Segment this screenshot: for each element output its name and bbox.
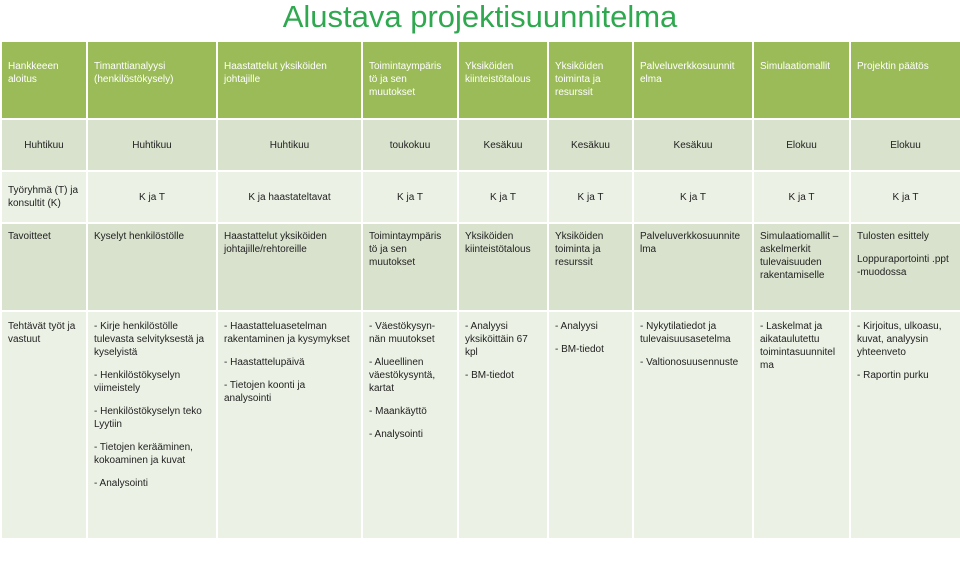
month-cell: Huhtikuu <box>1 119 87 171</box>
task-item: - Haastatteluasetelman rakentaminen ja kysymykset <box>224 321 350 345</box>
task-cell <box>633 311 753 539</box>
task-item: - Maankäyttö <box>369 406 427 417</box>
task-item: - Analyysi yksiköittäin 67 kpl <box>465 321 531 358</box>
page-title: Alustava projektisuunnitelma <box>282 0 678 34</box>
phase-header: Palveluverkkosuunnit elma <box>633 41 753 119</box>
task-cell <box>217 311 362 539</box>
team-cell: K ja T <box>87 171 217 223</box>
goals-label: Tavoitteet <box>1 223 87 311</box>
task-item: - Laskelmat ja aikataulutettu toimintasuunnitel ma <box>760 321 838 371</box>
phase-header: Simulaatiomallit <box>753 41 850 119</box>
phase-header: Yksiköiden toiminta ja resurssit <box>548 41 633 119</box>
goal-line: Loppuraportointi .ppt -muodossa <box>857 254 952 278</box>
task-item: - Kirje henkilöstölle tulevasta selvityksestä ja kyselyistä <box>94 321 207 358</box>
task-item: - Nykytilatiedot ja tulevaisuusasetelma <box>640 321 731 345</box>
goals-row <box>1 223 960 311</box>
task-item: - Analyysi <box>555 321 598 332</box>
month-cell: Huhtikuu <box>217 119 362 171</box>
task-item: - BM-tiedot <box>465 370 514 381</box>
task-cell <box>850 311 960 539</box>
team-label: Työryhmä (T) ja konsultit (K) <box>1 171 87 223</box>
tasks-label: Tehtävät työt ja vastuut <box>1 311 87 539</box>
tasks-row <box>1 311 960 539</box>
goal-cell: Haastattelut yksiköiden johtajille/rehtoreille <box>217 223 362 311</box>
month-cell: Huhtikuu <box>87 119 217 171</box>
month-cell: Kesäkuu <box>458 119 548 171</box>
phase-header-row <box>1 41 960 119</box>
phase-header: Timanttianalyysi (henkilöstökysely) <box>87 41 217 119</box>
task-item: - BM-tiedot <box>555 344 604 355</box>
goal-cell: Yksiköiden kiinteistötalous <box>458 223 548 311</box>
goal-cell: Kyselyt henkilöstölle <box>87 223 217 311</box>
project-plan-table <box>0 40 960 540</box>
task-item: - Valtionosuusennuste <box>640 357 739 368</box>
team-cell: K ja T <box>850 171 960 223</box>
team-cell: K ja T <box>548 171 633 223</box>
task-item: - Henkilöstökyselyn teko Lyytiin <box>94 406 205 430</box>
phase-header: Projektin päätös <box>850 41 960 119</box>
team-cell: K ja T <box>633 171 753 223</box>
task-cell <box>548 311 633 539</box>
month-cell: Kesäkuu <box>633 119 753 171</box>
task-cell <box>87 311 217 539</box>
team-row <box>1 171 960 223</box>
task-item: - Alueellinen väestökysyntä, kartat <box>369 357 438 394</box>
team-cell: K ja T <box>458 171 548 223</box>
schedule-row <box>1 119 960 171</box>
phase-header: Haastattelut yksiköiden johtajille <box>217 41 362 119</box>
team-cell: K ja T <box>362 171 458 223</box>
goal-cell <box>850 223 960 311</box>
task-item: - Analysointi <box>369 429 423 440</box>
goal-cell: Palveluverkkosuunnite lma <box>633 223 753 311</box>
phase-header: Yksiköiden kiinteistötalous <box>458 41 548 119</box>
team-cell: K ja haastateltavat <box>217 171 362 223</box>
task-item: - Raportin purku <box>857 370 929 381</box>
month-cell: toukokuu <box>362 119 458 171</box>
task-cell <box>458 311 548 539</box>
phase-header: Hankkeeen aloitus <box>1 41 87 119</box>
goal-cell: Yksiköiden toiminta ja resurssit <box>548 223 633 311</box>
goal-line: Tulosten esittely <box>857 231 929 242</box>
goal-cell: Toimintaympäris tö ja sen muutokset <box>362 223 458 311</box>
team-cell: K ja T <box>753 171 850 223</box>
task-item: - Analysointi <box>94 478 148 489</box>
task-item: - Henkilöstökyselyn viimeistely <box>94 370 183 394</box>
month-cell: Kesäkuu <box>548 119 633 171</box>
task-item: - Tietojen koonti ja analysointi <box>224 380 308 404</box>
task-item: - Tietojen kerääminen, kokoaminen ja kuvat <box>94 442 196 466</box>
task-item: - Väestökysyn- nän muutokset <box>369 321 438 345</box>
month-cell: Elokuu <box>753 119 850 171</box>
month-cell: Elokuu <box>850 119 960 171</box>
goal-cell: Simulaatiomallit – askelmerkit tulevaisuuden rakentamiselle <box>753 223 850 311</box>
task-cell <box>362 311 458 539</box>
task-item: - Kirjoitus, ulkoasu, kuvat, analyysin yhteenveto <box>857 321 945 358</box>
phase-header: Toimintaympäris tö ja sen muutokset <box>362 41 458 119</box>
task-cell <box>753 311 850 539</box>
task-item: - Haastattelupäivä <box>224 357 305 368</box>
